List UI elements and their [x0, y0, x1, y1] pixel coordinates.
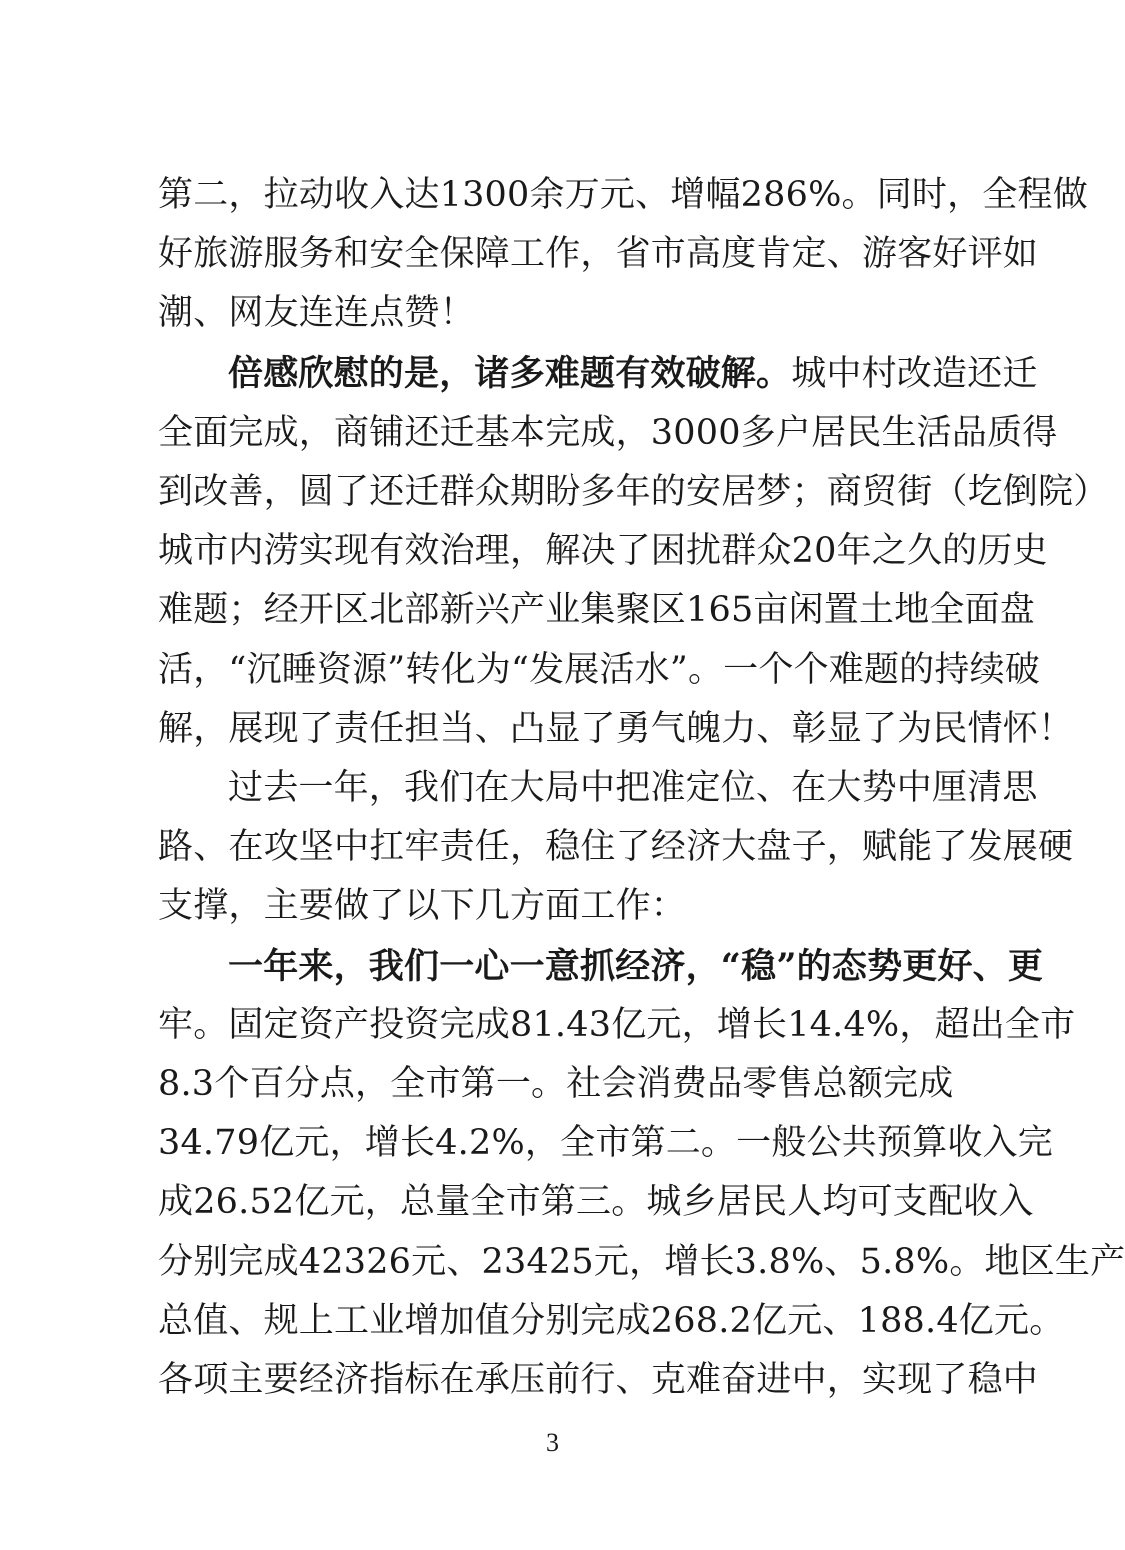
paragraph-past-year — [158, 759, 1074, 937]
paragraph-lead: 倍感欣慰的是，诸多难题有效破解。 — [228, 352, 792, 394]
text-line: 活，“沉睡资源”转化为“发展活水”。一个个难题的持续破 — [158, 649, 1040, 690]
text-line: 过去一年，我们在大局中把准定位、在大势中厘清思 — [228, 768, 1038, 809]
text-line: 潮、网友连连点赞！ — [158, 293, 475, 334]
text-line: 到改善，圆了还迁群众期盼多年的安居梦；商贸街（圪倒院） — [158, 472, 1109, 513]
text-line: 总值、规上工业增加值分别完成268.2亿元、188.4亿元。 — [158, 1300, 1065, 1341]
text-line: 各项主要经济指标在承压前行、克难奋进中，实现了稳中 — [158, 1360, 1039, 1401]
text-line: 难题；经开区北部新兴产业集聚区165亩闲置土地全面盘 — [158, 590, 1036, 631]
paragraph-economy — [158, 937, 1125, 1411]
body-text — [158, 166, 1125, 1410]
text-line: 8.3个百分点，全市第一。社会消费品零售总额完成 — [158, 1064, 954, 1105]
text-segment: 城中村改造还迁 — [791, 353, 1038, 394]
text-line: 解，展现了责任担当、凸显了勇气魄力、彰显了为民情怀！ — [158, 708, 1074, 749]
text-line: 成26.52亿元，总量全市第三。城乡居民人均可支配收入 — [158, 1182, 1034, 1223]
paragraph-tourism — [158, 166, 1088, 344]
text-line: 全面完成，商铺还迁基本完成，3000多户居民生活品质得 — [158, 412, 1058, 453]
text-line — [158, 344, 1038, 404]
paragraph-lead: 一年来，我们一心一意抓经济，“稳”的态势更好、更 — [228, 945, 1044, 987]
paragraph-problems-solved — [158, 344, 1109, 759]
text-line: 好旅游服务和安全保障工作，省市高度肯定、游客好评如 — [158, 234, 1039, 275]
page-number: 3 — [546, 1428, 559, 1457]
text-line: 分别完成42326元、23425元，增长3.8%、5.8%。地区生产 — [158, 1241, 1125, 1282]
text-line: 第二，拉动收入达1300余万元、增幅286%。同时，全程做 — [158, 175, 1088, 215]
text-line: 路、在攻坚中扛牢责任，稳住了经济大盘子，赋能了发展硬 — [158, 827, 1074, 868]
text-line: 牢。固定资产投资完成81.43亿元，增长14.4%，超出全市 — [158, 1004, 1076, 1045]
text-line: 城市内涝实现有效治理，解决了困扰群众20年之久的历史 — [158, 531, 1048, 572]
text-line: 支撑，主要做了以下几方面工作： — [158, 886, 687, 927]
text-line: 34.79亿元，增长4.2%，全市第二。一般公共预算收入完 — [158, 1123, 1053, 1164]
